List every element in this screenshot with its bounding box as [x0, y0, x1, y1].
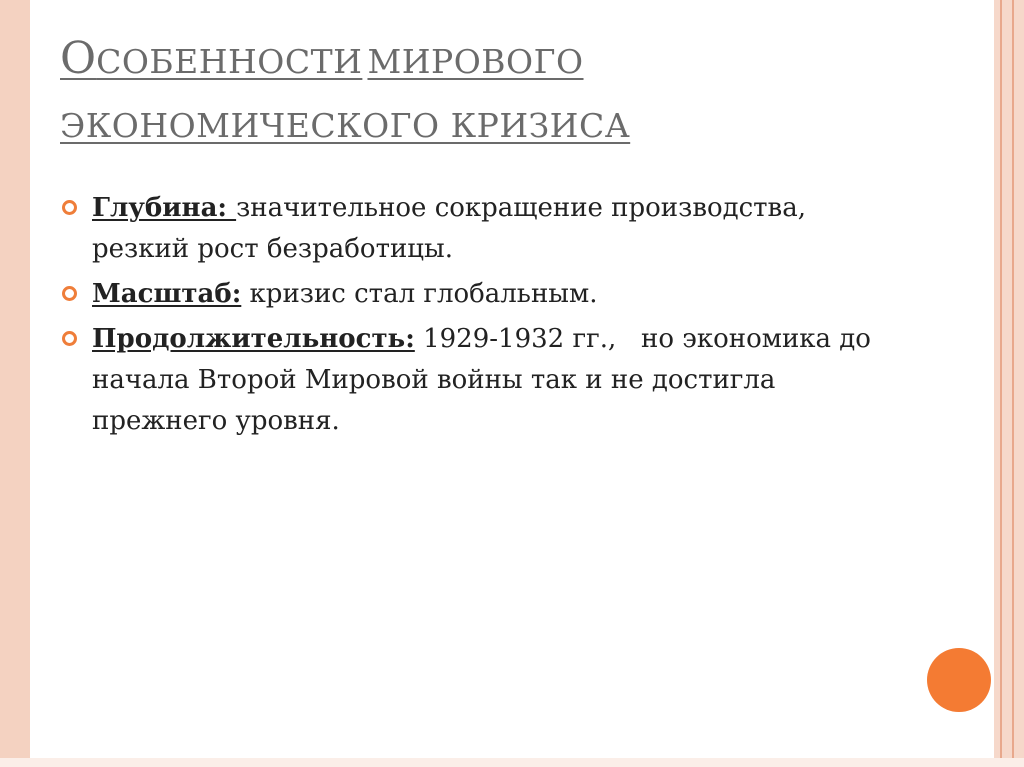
item-text: значительное сокращение производства, резкий рост безработицы.	[92, 193, 806, 264]
item-text: 1929-1932 гг., но экономика до начала Второй Мировой войны так и не достигла прежнего уровня.	[92, 324, 880, 436]
right-border-line-2	[1012, 0, 1014, 767]
title-line-2	[60, 97, 820, 161]
item-text: кризис стал глобальным.	[241, 279, 598, 309]
slide-title	[60, 30, 820, 161]
title-initial-letter: О	[60, 33, 97, 84]
item-term: Продолжительность:	[92, 324, 415, 354]
left-border-strip	[0, 0, 30, 767]
bullet-circle-icon	[62, 286, 77, 301]
right-border-strip	[994, 0, 1024, 767]
item-term: Масштаб:	[92, 279, 242, 309]
bullet-circle-icon	[62, 200, 77, 215]
bullet-circle-icon	[62, 331, 77, 346]
title-line-2-text: ЭКОНОМИЧЕСКОГО КРИЗИСА	[60, 106, 631, 145]
bullet-list	[62, 188, 882, 446]
title-word-1	[60, 33, 363, 84]
list-item-depth	[62, 188, 882, 270]
list-item-scale	[62, 274, 882, 315]
title-word-2: МИРОВОГО	[367, 42, 584, 81]
right-border-line-1	[1000, 0, 1002, 767]
decorative-orange-circle-icon	[927, 648, 991, 712]
item-term: Глубина:	[92, 193, 237, 223]
bottom-border-strip	[0, 758, 1024, 767]
list-item-duration	[62, 319, 882, 442]
title-line-1	[60, 30, 820, 97]
title-word-1-rest: СОБЕННОСТИ	[96, 42, 363, 81]
